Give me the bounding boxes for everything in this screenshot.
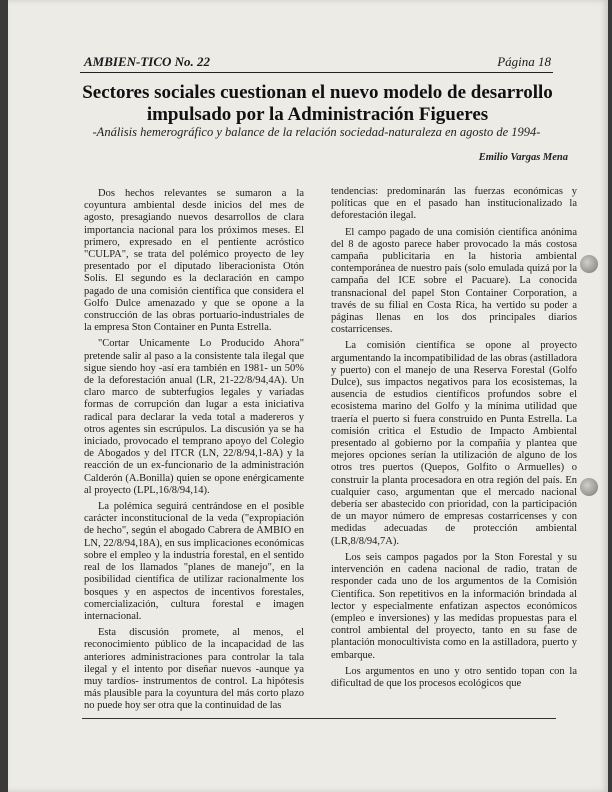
paragraph: Esta discusión promete, al menos, el reconocimiento público de la incapacidad de las anteriores administraciones para controlar la tala ilegal y el intento por diseñar nuevos -aunque ya muy tardíos- instrumentos de control. La hipótesis más plausible para la coyuntura del más corto plazo no puede hoy ser otra que la continuidad de las xyxy=(84,627,304,712)
title-line-1: Sectores sociales cuestionan el nuevo modelo de desarrollo xyxy=(82,82,553,103)
article-subtitle: -Análisis hemerográfico y balance de la relación sociedad-naturaleza en agosto de 1994- xyxy=(92,125,541,139)
paragraph: La comisión científica se opone al proyecto argumentando la incompatibilidad de las obras (astilladora y puerto) con el manejo de una Reserva Forestal (Golfo Dulce), sus impactos negativos para los ecosistemas, la ausencia de estudios científicos profundos sobre el ecosistema marino del Golfo y la mínima utilidad que traería el puerto si fuera construido en Punta Estrella. La comisión critica el Estudio de Impacto Ambiental presentado al gobierno por la compañía y plantea que mejores opciones serían la utilización de alguno de los otros tres puertos (Quepos, Golfito o Armuelles) o construir la planta procesadora en otra región del país. En cualquier caso, argumentan que el mercado nacional debería ser abastecido con prioridad, con la participación de un mayor número de empresas costarricenses y con medidas adecuadas de protección ambiental (LR,8/8/94,7A). xyxy=(331,340,577,547)
paragraph: Dos hechos relevantes se sumaron a la coyuntura ambiental desde inicios del mes de agosto, presagiando nuevos desarrollos de clara importancia nacional para los próximos meses. El primero, expresado en el pentiente acróstico "CULPA", se trata del polémico proyecto de ley presentado por el diputado liberacionista Otón Solís. El segundo es la declaración en campo pagado de una comisión científica que considera el Golfo Dulce amenazado y que se opone a la construcción de las obras portuario-industriales de la empresa Ston Container en Punta Estrella. xyxy=(84,188,304,334)
publication-name: AMBIEN-TICO No. 22 xyxy=(84,54,211,69)
page-number: Página 18 xyxy=(497,54,551,69)
right-column xyxy=(331,186,577,694)
paragraph: "Cortar Unicamente Lo Producido Ahora" pretende salir al paso a la consistente tala ilegal que sigue siendo hoy -así era también en 1981- un 50% de la deforestación anual (LR, 21-22/8/94,4A). Un claro marco de subterfugios legales y variadas formas de corrupción dan lugar a esta iniciativa radical para declarar la veda total a madereros y otros agentes sin escrúpulos. La discusión ya se ha iniciado, provocado el temprano apoyo del Colegio de Abogados y del ITCR (LN, 22/8/94,1-8A) y la reacción de un ex-funcionario de la administración Calderón (A.Bonilla) quien se opone enérgicamente al proyecto (LPL,16/8/94,14). xyxy=(84,338,304,496)
left-column xyxy=(84,188,304,717)
paragraph: tendencias: predominarán las fuerzas económicas y políticas que en el pasado han institucionalizado la deforestación ilegal. xyxy=(331,186,577,222)
title-line-2: impulsado por la Administración Figueres xyxy=(146,104,489,125)
document-page xyxy=(8,0,608,792)
binder-hole xyxy=(580,255,598,273)
article-author: Emilio Vargas Mena xyxy=(478,152,568,163)
paragraph: Los seis campos pagados por la Ston Forestal y su intervención en cadena nacional de radio, tratan de responder cada uno de los argumentos de la Comisión Científica. Son repetitivos en la información brindada al lector y especialmente enfatizan aspectos económicos (empleo e inversiones) y las medidas propuestas para el control ambiental del proyecto, tanto en su fase de plantación monocultivista como en la astilladora, puerto y embarque. xyxy=(331,551,577,661)
paragraph: La polémica seguirá centrándose en el posible carácter inconstitucional de la veda ("expropiación de hecho", según el abogado Cabrera de AMBIO en LN, 22/8/94,18A), en sus implicaciones económicas sobre el empleo y la industria forestal, en el sentido real de los llamados "planes de manejo", en la posibilidad científica de utilizar racionalmente los bosques y en aspectos de incentivos forestales, comercialización, cultura forestal e imagen internacional. xyxy=(84,501,304,622)
paragraph: Los argumentos en uno y otro sentido topan con la dificultad de que los procesos ecológicos que xyxy=(331,665,577,689)
paragraph: El campo pagado de una comisión científica anónima del 8 de agosto parece haber provocado la más costosa campaña publicitaria en la historia ambiental contemporánea de nuestro país (solo emulada quizá por la campaña del ICE sobre el Pacuare). La conocida transnacional del papel Ston Container Corporation, a través de su filial en Costa Rica, ha vertido su poder a páginas llenas en los dos principales diarios costarricenses. xyxy=(331,226,577,336)
binder-hole xyxy=(580,478,598,496)
article-title xyxy=(80,82,555,126)
footer-rule xyxy=(82,718,556,719)
running-header xyxy=(80,52,553,73)
